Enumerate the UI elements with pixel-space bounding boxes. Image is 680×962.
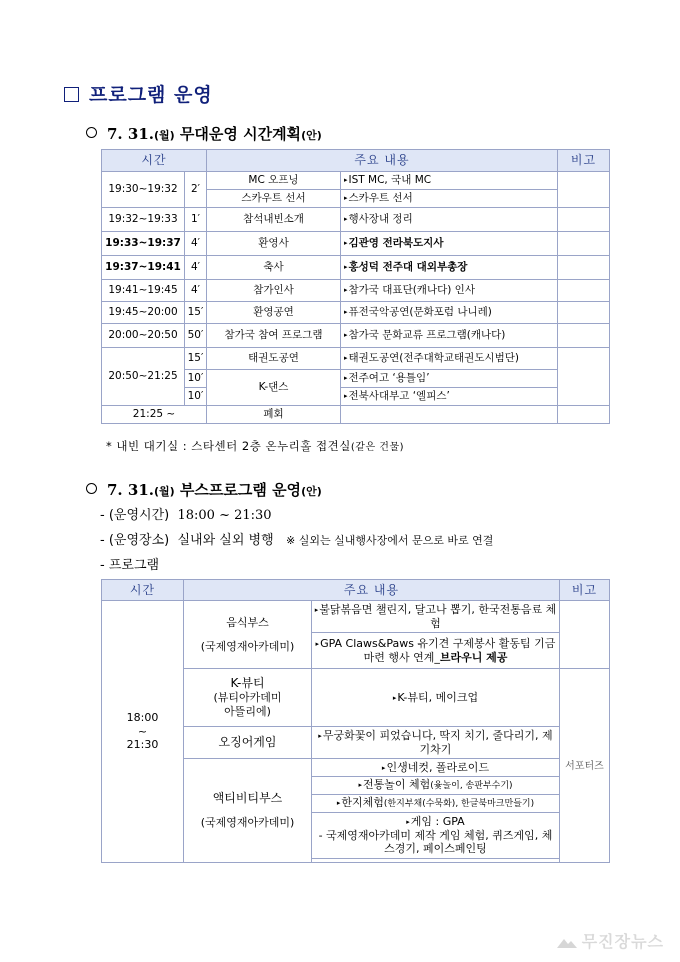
booth-time-cell: 18:00 ~ 21:30	[102, 601, 184, 863]
header-remark: 비고	[558, 150, 610, 172]
stage-schedule-table	[101, 149, 610, 424]
triangle-bullet-icon: ▸	[344, 391, 348, 400]
time-cell: 19:45~20:00	[102, 302, 185, 324]
triangle-bullet-icon: ▸	[344, 307, 348, 316]
group-beauty-cell: K-뷰티 (뷰티아카데미 아뜰리에)	[184, 669, 312, 727]
triangle-bullet-icon: ▸	[344, 238, 348, 247]
duration-cell: 10′	[185, 388, 207, 406]
triangle-bullet-icon: ▸	[344, 330, 348, 339]
remark-cell	[558, 348, 610, 406]
content-cell: ▸퓨전국악공연(문화포럼 나니레)	[341, 302, 558, 324]
program-cell: 폐회	[207, 406, 341, 424]
content-cell: ▸홍성덕 전주대 대외부총장	[341, 256, 558, 280]
time-cell: 19:37~19:41	[102, 256, 185, 280]
circle-bullet-icon	[86, 127, 97, 138]
program-cell: 환영사	[207, 232, 341, 256]
triangle-bullet-icon: ▸	[314, 605, 319, 614]
activity-item-cell: ▸게임 : GPA - 국제영재아카데미 제작 게임 체험, 퀴즈게임, 체스경기, 페이스페인팅	[312, 813, 560, 859]
activity-item-cell: ▸인생네컷, 폴라로이드	[312, 759, 560, 777]
remark-cell	[558, 406, 610, 424]
header-content: 주요 내용	[207, 150, 558, 172]
header-time: 시간	[102, 150, 207, 172]
triangle-bullet-icon: ▸	[344, 262, 348, 271]
time-cell: 20:00~20:50	[102, 324, 185, 348]
content-cell: ▸전주여고 ‘용틀임’	[341, 370, 558, 388]
header-time: 시간	[102, 580, 184, 601]
triangle-bullet-icon: ▸	[344, 285, 348, 294]
time-cell: 21:25 ~	[102, 406, 207, 424]
duration-cell: 1′	[185, 208, 207, 232]
triangle-bullet-icon: ▸	[358, 781, 362, 790]
remark-cell	[558, 280, 610, 302]
stage-heading: 7. 31.(월) 무대운영 시간계획(안)	[86, 123, 322, 144]
triangle-bullet-icon: ▸	[318, 731, 322, 740]
group-squid-cell: 오징어게임	[184, 727, 312, 759]
triangle-bullet-icon: ▸	[392, 693, 397, 702]
remark-cell	[558, 208, 610, 232]
remark-cell	[558, 256, 610, 280]
activity-item-cell: ▸한지체험(한지부채(수묵화), 한글북마크만들기)	[312, 795, 560, 813]
triangle-bullet-icon: ▸	[344, 353, 348, 362]
operating-hours-line: - (운영시간) 18:00 ~ 21:30	[100, 508, 272, 523]
remark-cell	[558, 324, 610, 348]
booth-heading: 7. 31.(월) 부스프로그램 운영(안)	[86, 479, 322, 500]
content-cell: ▸행사장내 정리	[341, 208, 558, 232]
duration-cell: 4′	[185, 256, 207, 280]
time-cell: 19:30~19:32	[102, 172, 185, 208]
activity-item-cell: ▸전통놀이 체험(윷놀이, 송판부수기)	[312, 777, 560, 795]
duration-cell: 2′	[185, 172, 207, 208]
program-cell: 환영공연	[207, 302, 341, 324]
circle-bullet-icon	[86, 483, 97, 494]
time-cell: 19:41~19:45	[102, 280, 185, 302]
content-cell: ▸IST MC, 국내 MC	[341, 172, 558, 190]
booth-program-table	[101, 579, 610, 863]
header-remark: 비고	[560, 580, 610, 601]
triangle-bullet-icon: ▸	[344, 175, 348, 184]
triangle-bullet-icon: ▸	[336, 799, 341, 808]
content-cell: ▸전북사대부고 ‘엘피스’	[341, 388, 558, 406]
content-cell: ▸스카우트 선서	[341, 190, 558, 208]
triangle-bullet-icon: ▸	[406, 817, 410, 826]
group-food-cell: 음식부스 (국제영재아카데미)	[184, 601, 312, 669]
content-cell: ▸태권도공연(전주대학교태권도시범단)	[341, 348, 558, 370]
mountain-logo-icon	[556, 935, 578, 949]
triangle-bullet-icon: ▸	[381, 763, 386, 772]
content-cell: ▸참가국 대표단(캐나다) 인사	[341, 280, 558, 302]
group-activity-cell: 액티비티부스 (국제영재아카데미)	[184, 759, 312, 863]
beauty-item-cell: ▸K-뷰티, 메이크업	[312, 669, 560, 727]
duration-cell: 50′	[185, 324, 207, 348]
program-cell: 스카우트 선서	[207, 190, 341, 208]
program-cell: 축사	[207, 256, 341, 280]
waiting-room-note: * 내빈 대기실 : 스타센터 2층 온누리홀 접견실(같은 건물)	[106, 439, 405, 453]
program-cell: 참가국 참여 프로그램	[207, 324, 341, 348]
food-item-cell: ▸불닭볶음면 챌린지, 달고나 뽑기, 한국전통음료 체험	[312, 601, 560, 633]
remark-cell	[558, 302, 610, 324]
program-line: - 프로그램	[100, 558, 160, 573]
duration-cell: 4′	[185, 280, 207, 302]
header-content: 주요 내용	[184, 580, 560, 601]
checkbox-square-icon	[64, 87, 79, 102]
content-cell	[341, 406, 558, 424]
time-cell: 19:33~19:37	[102, 232, 185, 256]
remark-supporters-cell: 서포터즈	[560, 669, 610, 863]
section-title: 프로그램 운영	[64, 80, 213, 107]
watermark: 무진장뉴스	[556, 929, 664, 952]
duration-cell: 15′	[185, 302, 207, 324]
duration-cell: 15′	[185, 348, 207, 370]
food-item-cell: ▸GPA Claws&Paws 유기견 구제봉사 활동팀 기금마련 행사 연계_브라우니 제공	[312, 633, 560, 669]
squid-item-cell: ▸무궁화꽃이 피었습니다, 딱지 치기, 줄다리기, 제기차기	[312, 727, 560, 759]
duration-cell: 10′	[185, 370, 207, 388]
time-cell: 20:50~21:25	[102, 348, 185, 406]
triangle-bullet-icon: ▸	[344, 193, 348, 202]
program-cell: 참석내빈소개	[207, 208, 341, 232]
time-cell: 19:32~19:33	[102, 208, 185, 232]
spacer-cell	[312, 859, 560, 863]
remark-cell	[558, 172, 610, 208]
triangle-bullet-icon: ▸	[315, 639, 320, 648]
program-cell: 참가인사	[207, 280, 341, 302]
operating-place-line: - (운영장소) 실내와 실외 병행 ※ 실외는 실내행사장에서 문으로 바로 연결	[100, 533, 494, 548]
program-cell: K-댄스	[207, 370, 341, 406]
remark-cell	[558, 232, 610, 256]
remark-cell	[560, 601, 610, 669]
triangle-bullet-icon: ▸	[344, 373, 348, 382]
program-cell: 태권도공연	[207, 348, 341, 370]
content-cell: ▸김관영 전라북도지사	[341, 232, 558, 256]
content-cell: ▸참가국 문화교류 프로그램(캐나다)	[341, 324, 558, 348]
program-cell: MC 오프닝	[207, 172, 341, 190]
duration-cell: 4′	[185, 232, 207, 256]
triangle-bullet-icon: ▸	[344, 214, 348, 223]
